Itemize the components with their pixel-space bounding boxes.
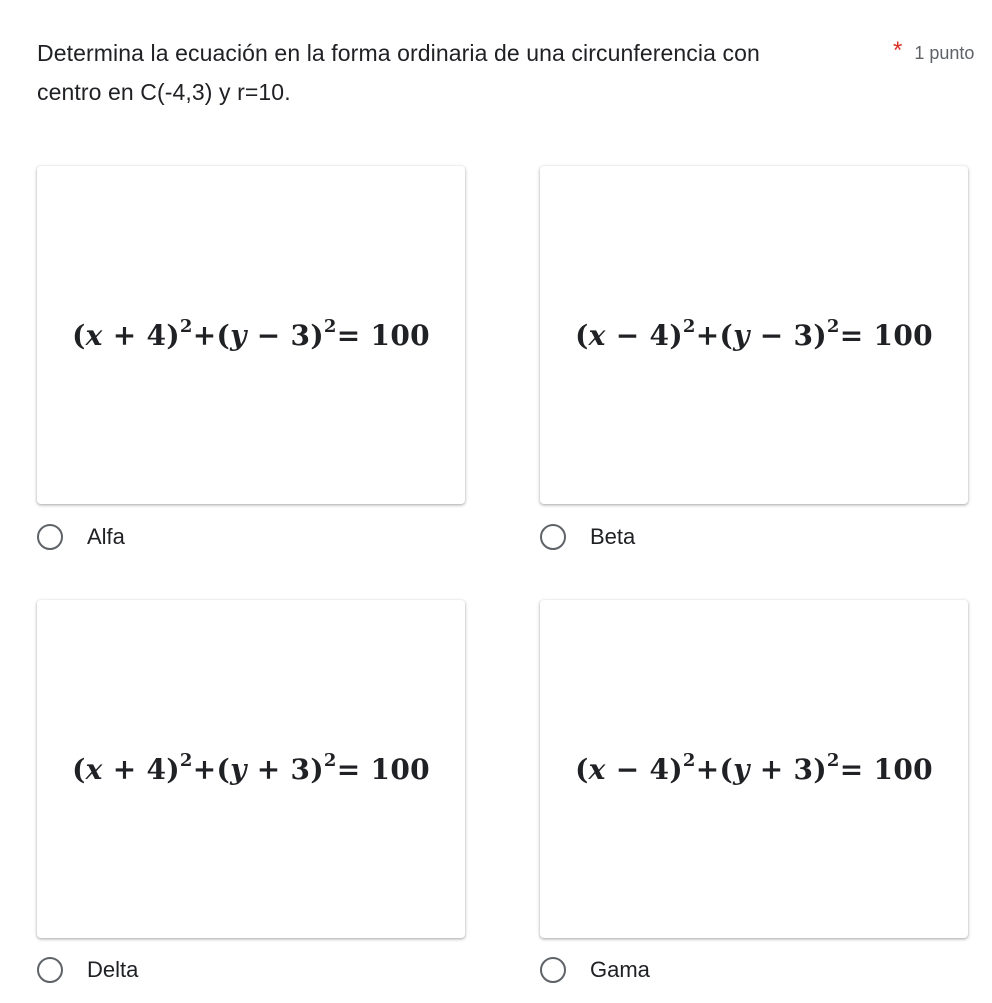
points-label: 1 punto <box>914 43 975 63</box>
equation-alfa: $(x + 4)^2+(y - 3)^2= 100$ <box>72 315 430 352</box>
equation-beta: $(x - 4)^2+(y - 3)^2= 100$ <box>575 315 933 352</box>
radio-button-alfa[interactable] <box>37 524 63 550</box>
option-beta[interactable] <box>540 524 635 550</box>
option-label-alfa: Alfa <box>87 524 125 549</box>
question-text <box>37 34 857 112</box>
option-delta[interactable] <box>37 957 138 983</box>
question-meta <box>893 34 974 73</box>
question-line-1: Determina la ecuación en la forma ordinaria de una circunferencia con <box>37 40 760 66</box>
radio-button-beta[interactable] <box>540 524 566 550</box>
equation-gama: $(x - 4)^2+(y + 3)^2= 100$ <box>575 749 933 786</box>
option-image-beta[interactable] <box>540 166 968 504</box>
option-label-gama: Gama <box>590 957 650 982</box>
required-asterisk: * <box>893 36 903 64</box>
option-image-alfa[interactable] <box>37 166 465 504</box>
radio-button-gama[interactable] <box>540 957 566 983</box>
question-line-2: centro en C(-4,3) y r=10. <box>37 79 291 105</box>
option-gama[interactable] <box>540 957 650 983</box>
radio-button-delta[interactable] <box>37 957 63 983</box>
option-image-delta[interactable] <box>37 600 465 938</box>
option-label-beta: Beta <box>590 524 636 549</box>
option-image-gama[interactable] <box>540 600 968 938</box>
equation-delta: $(x + 4)^2+(y + 3)^2= 100$ <box>72 749 430 786</box>
option-label-delta: Delta <box>87 957 139 982</box>
option-alfa[interactable] <box>37 524 125 550</box>
